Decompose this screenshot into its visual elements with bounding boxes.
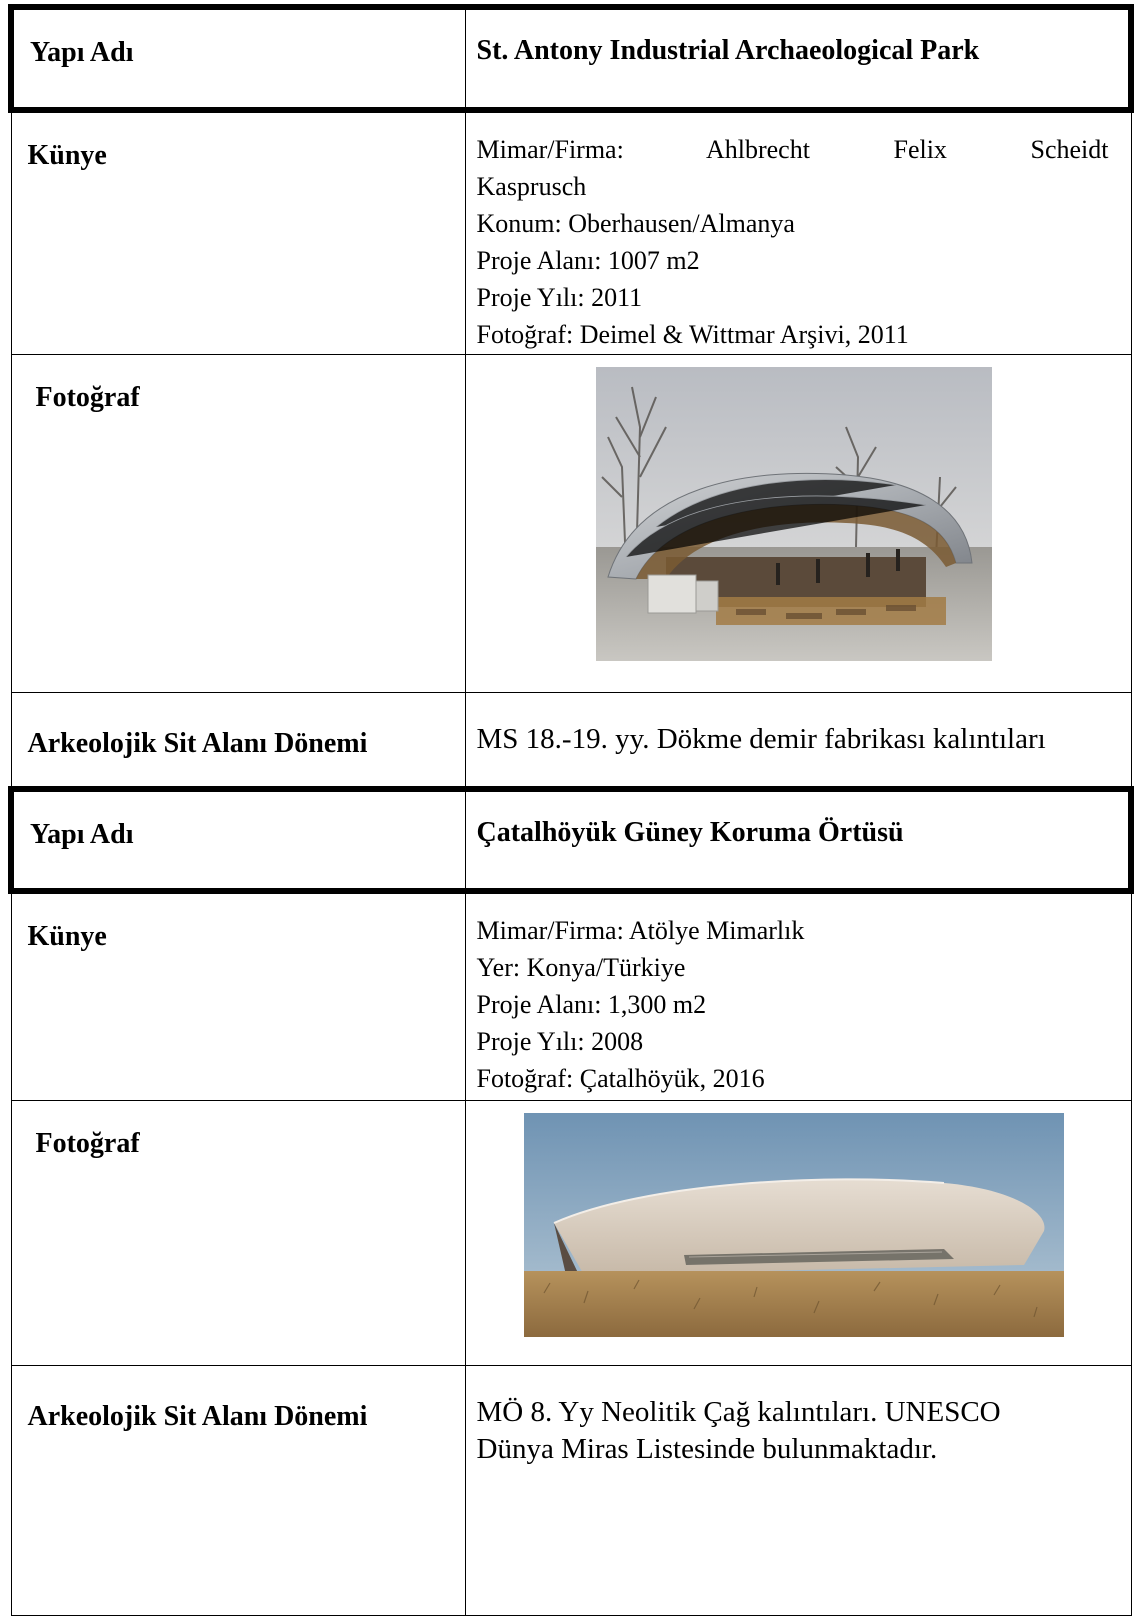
building-info-table bbox=[8, 4, 1134, 1616]
table-row bbox=[11, 1365, 1131, 1615]
period-line: MS 18.-19. yy. Dökme demir fabrikası kalıntıları bbox=[476, 722, 1046, 755]
period-line: Dünya Miras Listesinde bulunmaktadır. bbox=[476, 1432, 938, 1465]
photo-cell bbox=[465, 1100, 1131, 1365]
table-row bbox=[11, 1100, 1131, 1365]
period-value bbox=[465, 1365, 1131, 1615]
kunye-line: Konum: Oberhausen/Almanya bbox=[476, 209, 795, 238]
arched-metal-shelter-photo bbox=[596, 367, 992, 661]
period-value bbox=[465, 692, 1131, 789]
period-label: Arkeolojik Sit Alanı Dönemi bbox=[11, 1365, 465, 1615]
photo-label: Fotoğraf bbox=[11, 354, 465, 692]
kunye-label: Künye bbox=[11, 891, 465, 1100]
table-row bbox=[11, 891, 1131, 1100]
table-row bbox=[11, 7, 1131, 110]
table-row bbox=[11, 692, 1131, 789]
table-row bbox=[11, 110, 1131, 354]
elongated-white-shell-shelter-photo bbox=[524, 1113, 1064, 1337]
kunye-line: Mimar/Firma: Ahlbrecht Felix Scheidt bbox=[476, 135, 1109, 164]
period-label: Arkeolojik Sit Alanı Dönemi bbox=[11, 692, 465, 789]
kunye-line: Fotoğraf: Çatalhöyük, 2016 bbox=[476, 1064, 765, 1093]
building-name-value: Çatalhöyük Güney Koruma Örtüsü bbox=[465, 789, 1131, 891]
table-row bbox=[11, 354, 1131, 692]
kunye-line: Proje Yılı: 2011 bbox=[476, 283, 643, 312]
photo-cell bbox=[465, 354, 1131, 692]
kunye-line: Fotoğraf: Deimel & Wittmar Arşivi, 2011 bbox=[476, 320, 909, 349]
table-row bbox=[11, 789, 1131, 891]
kunye-line: Yer: Konya/Türkiye bbox=[476, 953, 686, 982]
document-page bbox=[8, 4, 1128, 1623]
kunye-label: Künye bbox=[11, 110, 465, 354]
kunye-value bbox=[465, 110, 1131, 354]
photo-label: Fotoğraf bbox=[11, 1100, 465, 1365]
kunye-line: Proje Alanı: 1007 m2 bbox=[476, 246, 700, 275]
kunye-line: Kasprusch bbox=[476, 172, 587, 201]
period-line: MÖ 8. Yy Neolitik Çağ kalıntıları. UNESCO bbox=[476, 1395, 1001, 1428]
building-name-label: Yapı Adı bbox=[11, 7, 465, 110]
kunye-line: Proje Alanı: 1,300 m2 bbox=[476, 990, 707, 1019]
kunye-value bbox=[465, 891, 1131, 1100]
building-name-label: Yapı Adı bbox=[11, 789, 465, 891]
kunye-line: Mimar/Firma: Atölye Mimarlık bbox=[476, 916, 805, 945]
kunye-line: Proje Yılı: 2008 bbox=[476, 1027, 644, 1056]
building-name-value: St. Antony Industrial Archaeological Park bbox=[465, 7, 1131, 110]
